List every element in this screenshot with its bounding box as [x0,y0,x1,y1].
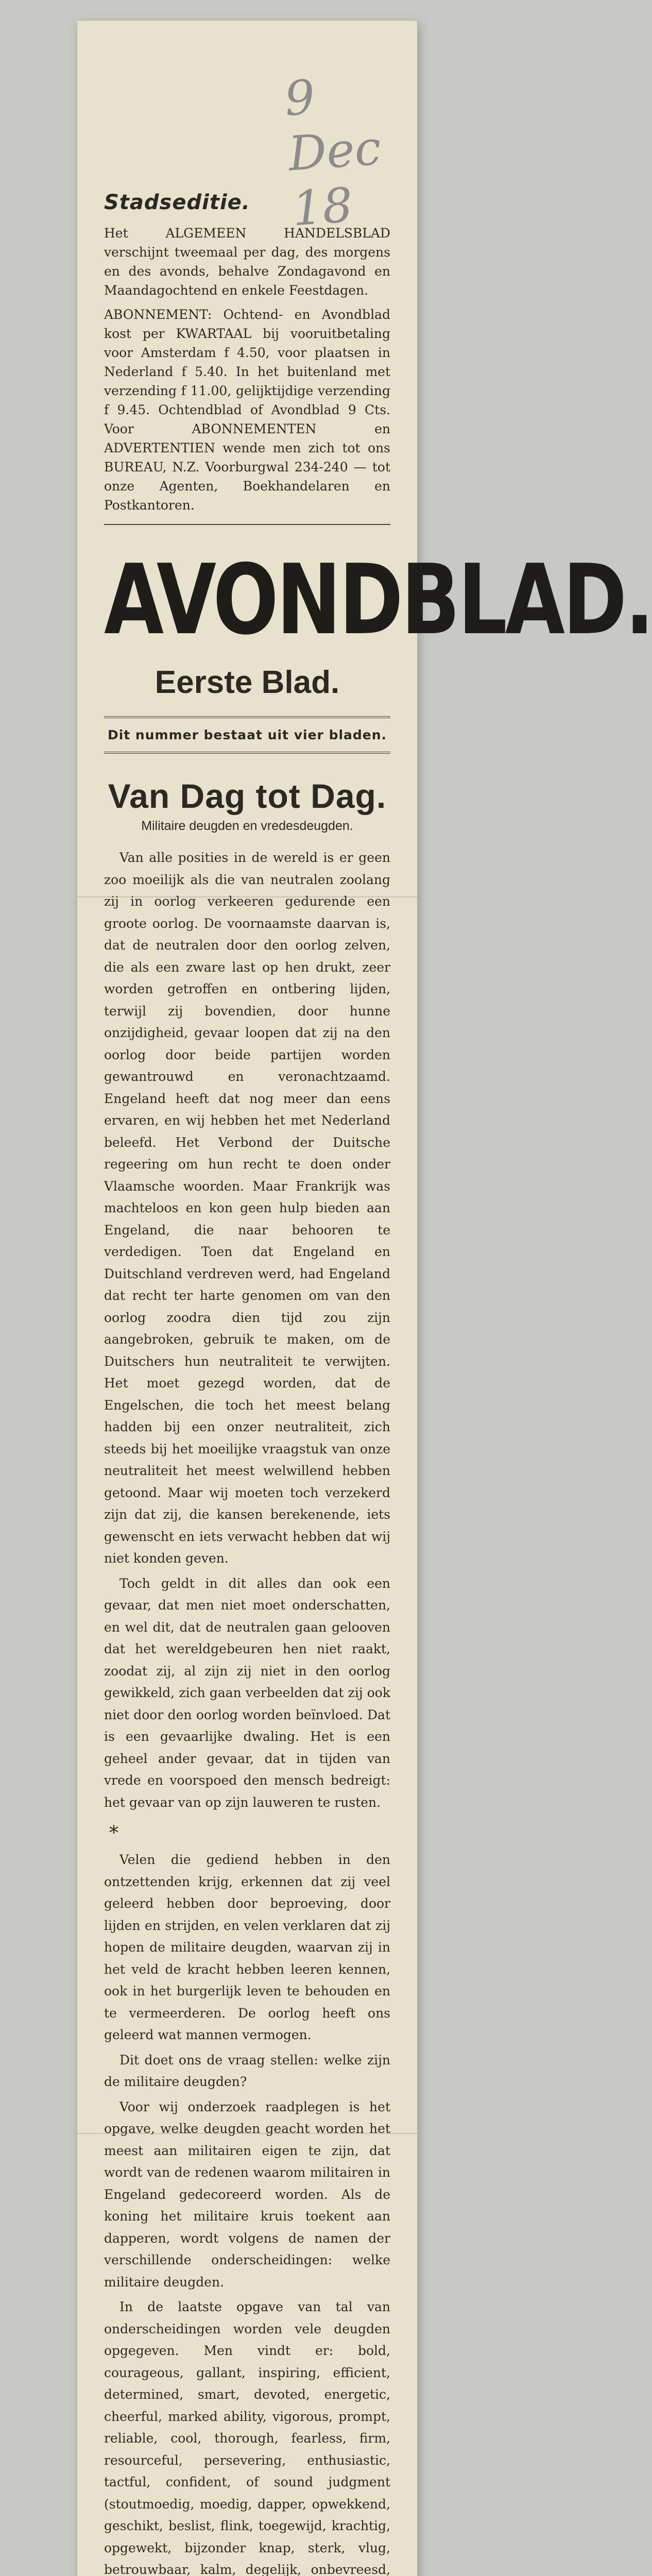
divider [104,752,390,754]
handwritten-date: 9 Dec 18 [283,70,383,237]
edition-title: Stadseditie. [104,191,250,214]
newspaper-clipping [77,21,652,2576]
publication-note: Het ALGEMEEN HANDELSBLAD verschijnt tweemaal per dag, des morgens en des avonds, behalve Zondagavond en Maandagochtend en enkele Feestdagen. [104,226,390,298]
article-paragraph: Toch geldt in dit alles dan ook een gevaar, dat men niet moet onderschatten, en wel dit, dat de neutralen gaan gelooven dat het wereldgebeuren hen niet raakt, zoodat zij, al zijn zij niet in den oorlog gewikkeld, zich gaan verbeelden dat zij ook niet door den oorlog worden beïnvloed. Dat is een gevaarlijke dwaling. Het is een geheel ander gevaar, dat in tijden van vrede en voorspoed den mensch bedreigt: het gevaar van op zijn lauweren te rusten. [104,1575,390,1810]
article-body [104,847,390,2576]
section-separator: * [109,1823,118,1844]
article-subtitle: Militaire deugden en vredesdeugden. [141,819,353,833]
newspaper-name: AVONDBLAD. [104,544,652,656]
article-paragraph: Velen die gediend hebben in den ontzettenden krijg, erkennen dat zij veel geleerd hebben door beproeving, door lijden en strijden, en velen verklaren dat zij hopen de militaire deugden, waarvan zij in het veld de kracht hebben leeren kennen, ook in het burgerlijk leven te behouden en te vermeerderen. De oorlog heeft ons geleerd wat mannen vermogen. [104,1852,390,2042]
issue-notice: Dit nummer bestaat uit vier bladen. [107,727,387,742]
article-paragraph: In de laatste opgave van tal van onderscheidingen worden vele deugden opgegeven. Men vindt er: bold, courageous, gallant, inspiring, efficient, determined, smart, devoted, energetic, cheerful, marked ability, vigorous, prompt, reliable, cool, thorough, fearless, firm, resourceful, persevering, enthusiastic, tactful, confident, of sound judgment (stoutmoedig, moedig, dapper, opwekkend, geschikt, beslist, flink, toegewijd, krachtig, opgewekt, bijzonder knap, sterk, vlug, betrouwbaar, kalm, degelijk, onbevreesd, [104,2299,390,2576]
divider [104,524,390,525]
subscription-note: ABONNEMENT: Ochtend- en Avondblad kost per KWARTAAL bij vooruitbetaling voor Amsterdam f 4.50, voor plaatsen in Nederland f 5.40. In het buitenland met verzending f 11.00, gelijktijdige verzending f 9.45. Ochtendblad of Avondblad 9 Cts. Voor ABONNEMENTEN en ADVERTENTIEN wende men zich tot ons BUREAU, N.Z. Voorburgwal 234-240 — tot onze Agenten, Boekhandelaren en Postkantoren. [104,307,390,513]
article-paragraph: Van alle posities in de wereld is er geen zoo moeilijk als die van neutralen zoolang zij in oorlog verkeeren gedurende een groote oorlog. De voornaamste daarvan is, dat de neutralen door den oorlog zelven, die als een zware last op hen drukt, zeer worden getroffen en ontbering lijden, terwijl zij bovendien, door hunne onzijdigheid, gevaar loopen dat zij na den oorlog door beide partijen worden gewantrouwd en veronachtzaamd. Engeland heeft dat nog meer dan eens ervaren, en wij hebben het met Nederland beleefd. Het Verbond der Duitsche regeering om hun recht te doen onder Vlaamsche woorden. Maar Frankrijk was machteloos en kon geen hulp bieden aan Engeland, die naar behooren te verdedigen. Toen dat Engeland en Duitschland verdreven werd, had Engeland dat recht ter harte genomen om van den oorlog zoodra dien tijd zou zijn aangebroken, gebruik te maken, om de Duitschers hun neutraliteit te verwijten. Het moet gezegd worden, dat de Engelschen, die toch het meest belang hadden bij een onzer neutraliteit, zich steeds bij het moeilijke vraagstuk van onze neutraliteit het meest welwillend hebben getoond. Maar wij moeten toch verzekerd zijn dat zij, die kansen berekenende, iets gewenscht en iets verwacht hebben dat wij niet konden geven. [104,850,390,1566]
masthead [104,191,652,2576]
edition-label: Eerste Blad. [155,665,340,700]
article-paragraph: Voor wij onderzoek raadplegen is het opgave, welke deugden geacht worden het meest aan militairen eigen te zijn, dat wordt van de redenen waarom militairen in Engeland gedecoreerd worden. Als de koning het militaire kruis toekent aan dapperen, wordt volgens de namen der verschillende onderscheidingen: welke militaire deugden. [104,2099,390,2290]
article-title: Van Dag tot Dag. [108,777,387,815]
article-paragraph: Dit doet ons de vraag stellen: welke zijn de militaire deugden? [104,2052,390,2089]
divider [104,716,390,718]
